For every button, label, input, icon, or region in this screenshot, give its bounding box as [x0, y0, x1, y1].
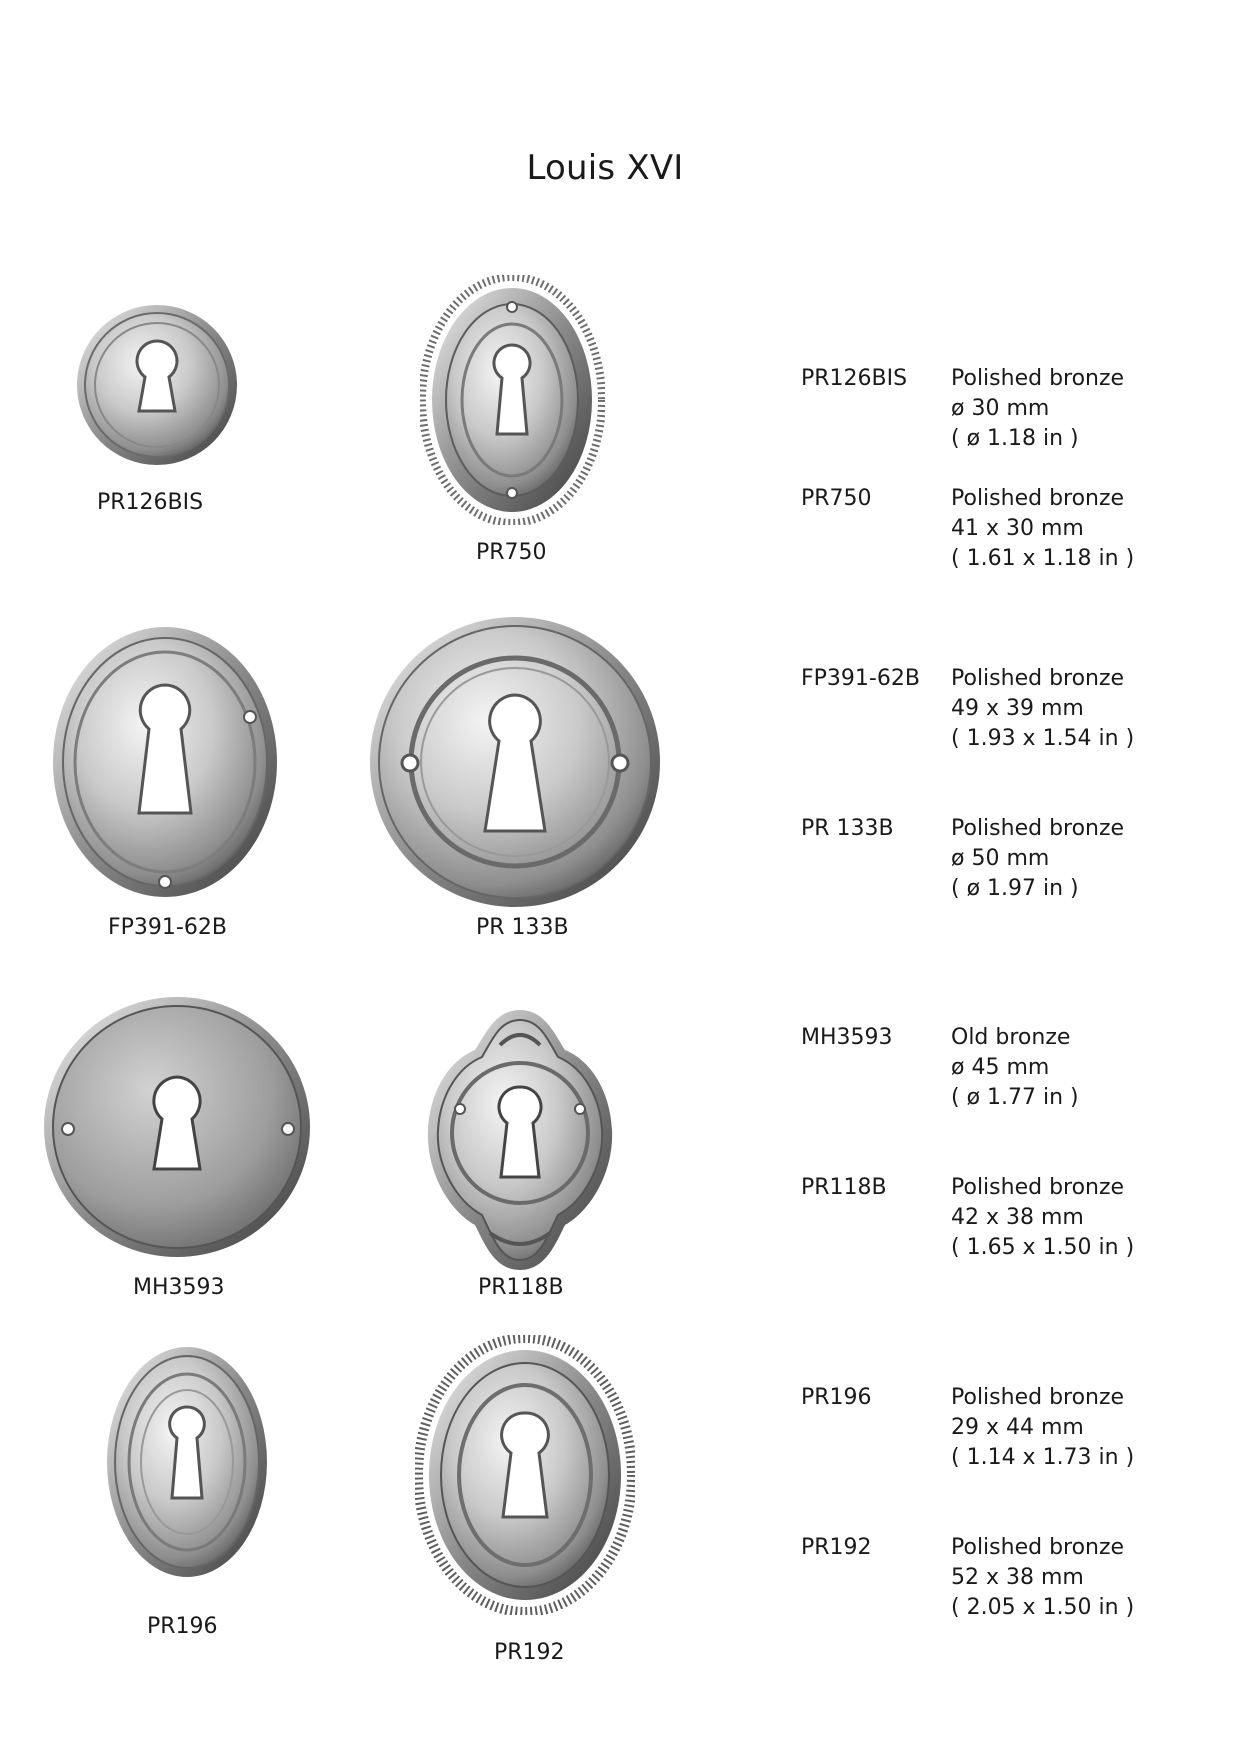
caption-pr196: PR196: [147, 1614, 218, 1639]
escutcheon-pr750: [420, 275, 605, 525]
spec-code: FP391-62B: [801, 666, 920, 691]
spec-code: MH3593: [801, 1025, 893, 1050]
spec-finish: Polished bronze: [951, 666, 1125, 691]
escutcheon-pr118b: [420, 1005, 620, 1275]
spec-size-in: ( ø 1.77 in ): [951, 1085, 1079, 1110]
escutcheon-pr192: [415, 1335, 635, 1615]
keyhole-icon: [499, 1087, 541, 1177]
spec-finish: Polished bronze: [951, 486, 1125, 511]
oval-escutcheon-image: [415, 1335, 635, 1615]
spec-size-in: ( 1.61 x 1.18 in ): [951, 546, 1135, 571]
caption-pr118b: PR118B: [478, 1275, 564, 1300]
spec-size-mm: 52 x 38 mm: [951, 1565, 1084, 1590]
spec-code: PR 133B: [801, 816, 894, 841]
oval-escutcheon-image: [420, 275, 605, 525]
caption-fp391-62b: FP391-62B: [108, 915, 227, 940]
spec-size-mm: ø 50 mm: [951, 846, 1050, 871]
caption-mh3593: MH3593: [133, 1275, 225, 1300]
spec-size-in: ( 1.14 x 1.73 in ): [951, 1445, 1135, 1470]
spec-code: PR118B: [801, 1175, 887, 1200]
escutcheon-pr133b: [368, 615, 663, 910]
spec-finish: Polished bronze: [951, 1175, 1125, 1200]
keyhole-icon: [502, 1413, 549, 1517]
spec-finish: Polished bronze: [951, 1535, 1125, 1560]
escutcheon-fp391-62b: [50, 625, 280, 900]
spec-size-mm: 29 x 44 mm: [951, 1415, 1084, 1440]
spec-code: PR196: [801, 1385, 872, 1410]
escutcheon-pr126bis: [70, 305, 245, 480]
spec-size-mm: 49 x 39 mm: [951, 696, 1084, 721]
spec-finish: Polished bronze: [951, 816, 1125, 841]
round-escutcheon-image: [368, 615, 663, 910]
spec-size-in: ( ø 1.97 in ): [951, 876, 1079, 901]
spec-finish: Polished bronze: [951, 366, 1125, 391]
keyhole-icon: [137, 341, 177, 411]
spec-size-in: ( 1.93 x 1.54 in ): [951, 726, 1135, 751]
caption-pr126bis: PR126BIS: [97, 490, 204, 515]
oval-escutcheon-image: [50, 625, 280, 900]
escutcheon-mh3593: [40, 995, 315, 1260]
escutcheon-pr196: [105, 1345, 270, 1580]
spec-code: PR750: [801, 486, 872, 511]
caption-pr133b: PR 133B: [476, 915, 569, 940]
spec-size-mm: ø 45 mm: [951, 1055, 1050, 1080]
spec-finish: Old bronze: [951, 1025, 1071, 1050]
spec-code: PR126BIS: [801, 366, 908, 391]
rocaille-escutcheon-image: [420, 1005, 620, 1275]
keyhole-icon: [139, 685, 191, 813]
round-escutcheon-image: [70, 305, 245, 480]
caption-pr750: PR750: [476, 540, 547, 565]
caption-pr192: PR192: [494, 1640, 565, 1665]
spec-size-in: ( ø 1.18 in ): [951, 426, 1079, 451]
spec-finish: Polished bronze: [951, 1385, 1125, 1410]
spec-code: PR192: [801, 1535, 872, 1560]
spec-size-in: ( 1.65 x 1.50 in ): [951, 1235, 1135, 1260]
keyhole-icon: [154, 1077, 200, 1169]
spec-size-in: ( 2.05 x 1.50 in ): [951, 1595, 1135, 1620]
oval-escutcheon-image: [105, 1345, 270, 1580]
keyhole-icon: [170, 1407, 205, 1498]
page-title: Louis XVI: [526, 148, 684, 188]
spec-size-mm: ø 30 mm: [951, 396, 1050, 421]
round-escutcheon-image: [40, 995, 315, 1260]
spec-size-mm: 42 x 38 mm: [951, 1205, 1084, 1230]
spec-size-mm: 41 x 30 mm: [951, 516, 1084, 541]
